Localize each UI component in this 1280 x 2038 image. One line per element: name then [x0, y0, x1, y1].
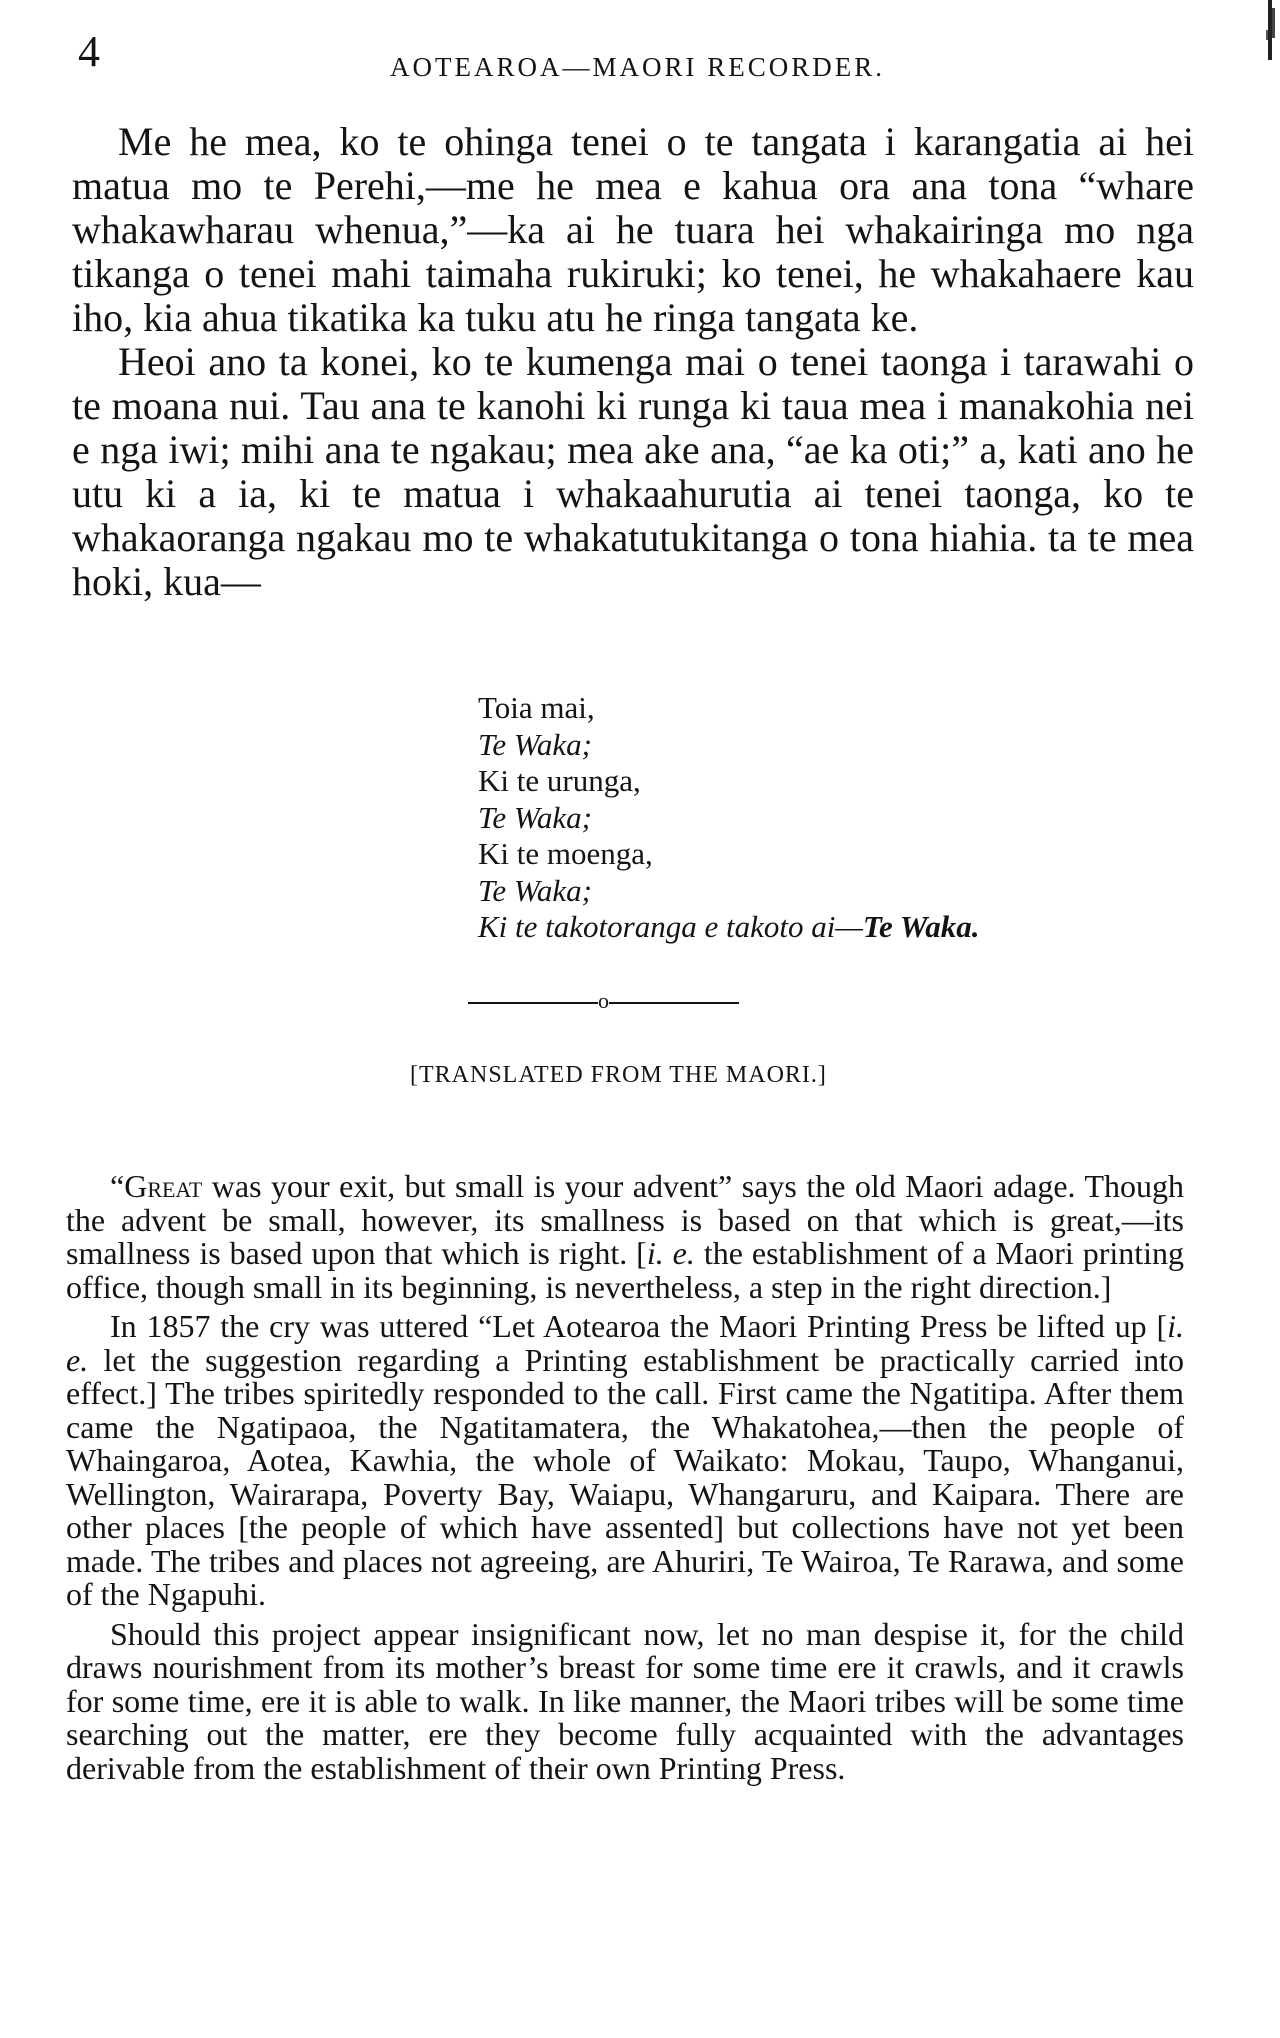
maori-paragraph: Me he mea, ko te ohinga tenei o te tangata i karangatia ai hei matua mo te Perehi,—me he mea e kahua ora ana tona “whare whakawharau whenua,”—ka ai he tuara hei whakairinga mo nga tikanga o tenei mahi taimaha rukiruki; ko tenei, he whakahaere kau iho, kia ahua tikatika ka tuku atu he ringa tangata ke.: [72, 119, 1194, 340]
divider-rule-left: [468, 1002, 598, 1004]
text-run: was your exit, but small is your advent” says the old Maori adage. Though the advent be small, however, its smallness is based on that which is great,—its smallness is based upon that which is right. [: [66, 1168, 1184, 1271]
text-run: let the suggestion regarding a Printing establishment be practically carried into effect.] The tribes spiritedly responded to the call. First came the Ngatitipa. After them came the Ngatipaoa, the Ngatitamatera, the Whakatohea,—then the people of Whaingaroa, Aotea, Kawhia, the whole of Waikato: Mokau, Taupo, Whanganui, Wellington, Wairarapa, Poverty Bay, Waiapu, Whangaruru, and Kaipara. There are other places [the people of which have assented] but collections have not yet been made. The tribes and places not agreeing, are Ahuriri, Te Wairoa, Te Rarawa, and some of the Ngapuhi.: [66, 1341, 1184, 1612]
maori-text-body: [72, 120, 1194, 604]
divider-rule-right: [609, 1002, 739, 1004]
verse-line: Te Waka;: [478, 799, 592, 835]
italic-abbrev: i. e.: [66, 1308, 1184, 1378]
running-title: AOTEAROA—MAORI RECORDER.: [390, 52, 886, 82]
verse-line-last: [478, 909, 979, 946]
section-divider: [468, 990, 739, 1012]
english-paragraph: [66, 1310, 1184, 1612]
verse-block: [478, 690, 979, 946]
maori-paragraph: Heoi ano ta konei, ko te kumenga mai o tenei taonga i tarawahi o te moana nui. Tau ana te kanohi ki runga ki taua mea i manakohia nei e nga iwi; mihi ana te ngakau; mea ake ana, “ae ka oti;” a, kati ano he utu ki a ia, ki te matua i whakaahurutia ai tenei taonga, ko te whakaoranga ngakau mo te whakatutukitanga o tona hiahia. ta te mea hoki, kua—: [72, 339, 1194, 604]
translation-heading: [TRANSLATED FROM THE MAORI.]: [410, 1062, 827, 1088]
verse-line: Toia mai,: [478, 690, 595, 725]
english-paragraph: [66, 1170, 1184, 1304]
verse-line: Te Waka;: [478, 872, 592, 908]
verse-line-part: Ki te takotoranga e takoto ai—: [478, 909, 863, 944]
text-run: In 1857 the cry was uttered “Let Aotearoa the Maori Printing Press be lifted up [: [110, 1308, 1168, 1344]
verse-line: Te Waka;: [478, 726, 592, 762]
divider-mark: o: [598, 988, 609, 1013]
italic-abbrev: i. e.: [646, 1235, 695, 1271]
drop-word: Great: [124, 1168, 203, 1204]
text-run: the establishment of a Maori printing office, though small in its beginning, is nevertheless, a step in the right direction.]: [66, 1235, 1185, 1305]
english-paragraph: Should this project appear insignificant now, let no man despise it, for the child draws nourishment from its mother’s breast for some time ere it crawls, and it crawls for some time, ere it is able to walk. In like manner, the Maori tribes will be some time searching out the matter, ere they become fully acquainted with the advantages derivable from the establishment of their own Printing Press.: [66, 1615, 1184, 1786]
page-edge-marks: [1258, 0, 1280, 2038]
open-quote: “: [110, 1168, 125, 1204]
verse-line: Ki te moenga,: [478, 836, 653, 871]
english-text-body: [66, 1170, 1184, 1785]
verse-line: Ki te urunga,: [478, 763, 641, 798]
page-number: 4: [78, 27, 100, 76]
verse-line-part: Te Waka.: [862, 909, 980, 944]
